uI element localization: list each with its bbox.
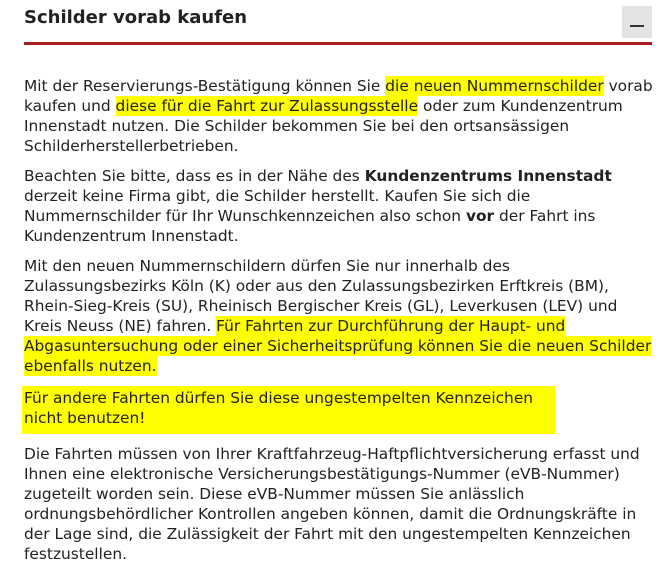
bold-text: vor xyxy=(465,207,495,225)
warning-notice xyxy=(22,386,555,434)
text-segment: Mit der Reservierungs-Bestätigung können Sie xyxy=(24,77,386,95)
paragraph-warning xyxy=(24,386,654,434)
accordion-title[interactable]: Schilder vorab kaufen xyxy=(24,7,248,28)
bold-text: Kundenzentrums Innenstadt xyxy=(364,167,612,185)
paragraph-customer-center xyxy=(24,166,654,246)
text-segment: Mit den neuen Nummernschildern dürfen Sie nur innerhalb des Zulassungsbezirks Köln (K) oder aus den Zulassungsbezirken Erftkreis (BM), Rhein-Sieg-Kreis (SU), Rheinisch Bergischer Kreis (GL), Leverkusen (LEV) und Kreis Neuss (NE) fahren. xyxy=(24,257,618,335)
accordion-header[interactable] xyxy=(24,0,652,45)
text-segment: oder zum Kundenzentrum Innenstadt nutzen. Die Schilder bekommen Sie bei den ortsansässigen Schilderherstellerbetrieben. xyxy=(24,97,623,155)
paragraph-allowed-districts xyxy=(24,256,654,376)
paragraph-reservation xyxy=(24,76,654,156)
minus-icon xyxy=(630,25,644,27)
text-segment: derzeit keine Firma gibt, die Schilder herstellt. Kaufen Sie sich die Nummernschilder für Ihr Wunschkennzeichen also schon xyxy=(24,187,531,225)
warning-line-1: Für andere Fahrten dürfen Sie diese ungestempelten Kennzeichen xyxy=(24,389,534,407)
text-segment: der Fahrt ins Kundenzentrum Innenstadt. xyxy=(24,207,596,245)
text-segment: vorab kaufen und xyxy=(24,77,653,115)
paragraph-insurance: Die Fahrten müssen von Ihrer Kraftfahrzeug-Haftpflichtversicherung erfasst und Ihnen eine elektronische Versicherungsbestätigungs-Nummer (eVB-Nummer) zugeteilt worden sein. Diese eVB-Nummer müssen Sie anlässlich ordnungsbehördlicher Kontrollen angeben können, damit die Ordnungskräfte in der Lage sind, die Zulässigkeit der Fahrt mit den ungestempelten Kennzeichen festzustellen. xyxy=(24,445,640,563)
text-segment: Beachten Sie bitte, dass es in der Nähe des xyxy=(24,167,365,185)
highlighted-text: diese für die Fahrt zur Zulassungsstelle xyxy=(115,97,419,115)
accordion-content xyxy=(24,76,654,574)
highlighted-text: Für Fahrten zur Durchführung der Haupt- und Abgasuntersuchung oder einer Sicherheitsprüfung können Sie die neuen Schilder ebenfalls nutzen. xyxy=(24,317,652,375)
collapse-toggle-button[interactable] xyxy=(622,6,652,38)
highlighted-text: die neuen Nummernschilder xyxy=(385,77,604,95)
warning-line-2: nicht benutzen! xyxy=(24,409,146,427)
